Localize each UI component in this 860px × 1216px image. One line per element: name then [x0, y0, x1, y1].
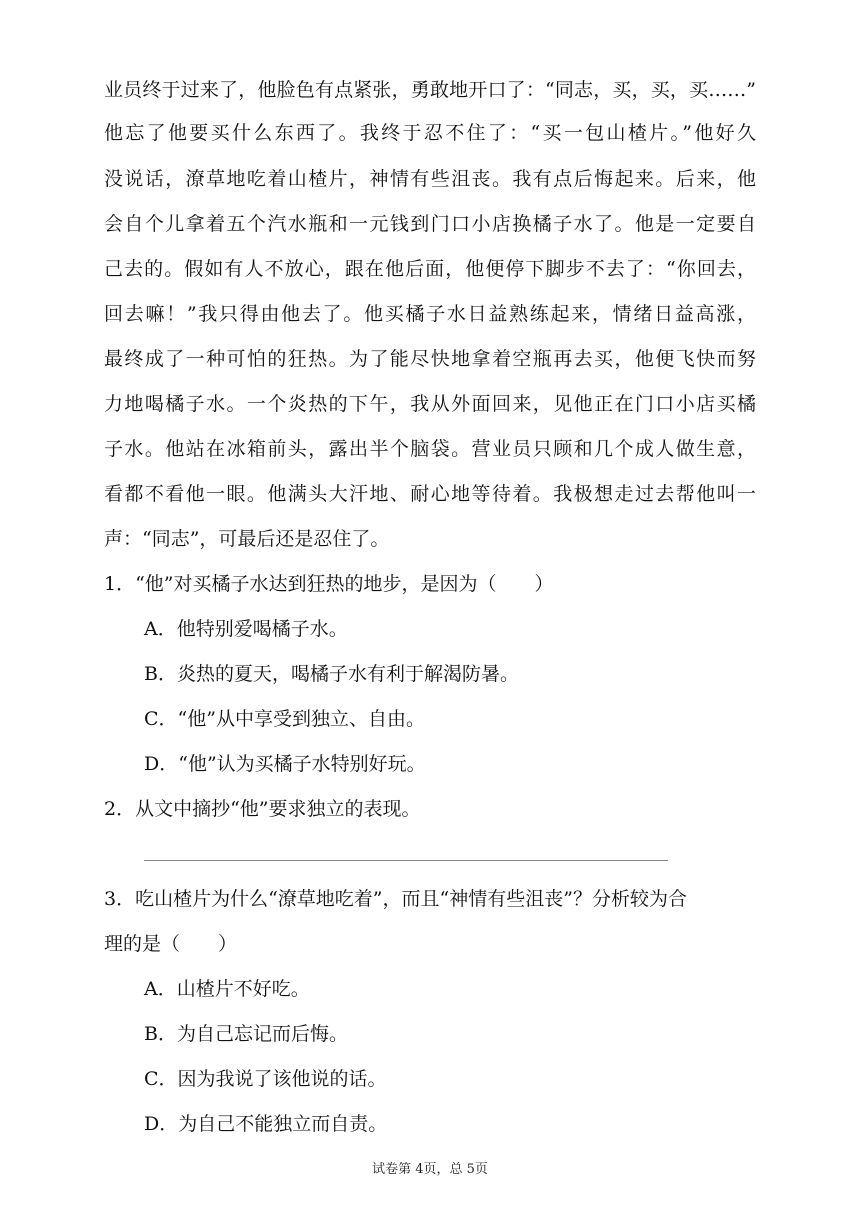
question-3-option-c: C．因为我说了该他说的话。 [144, 1068, 387, 1090]
question-1-stem: 1．“他”对买橘子水达到狂热的地步，是因为（ ） [104, 573, 554, 595]
passage-line: 会自个儿拿着五个汽水瓶和一元钱到门口小店换橘子水了。他是一定要自 [104, 213, 756, 235]
question-3-option-d: D．为自己不能独立而自责。 [144, 1113, 388, 1135]
passage-line: 声：“同志”，可最后还是忍住了。 [104, 528, 390, 550]
question-3-stem-continued: 理的是（ ） [104, 933, 238, 955]
passage-line: 看都不看他一眼。他满头大汗地、耐心地等待着。我极想走过去帮他叫一 [104, 483, 756, 505]
passage-line: 他忘了他要买什么东西了。我终于忍不住了：“买一包山楂片。”他好久 [104, 122, 756, 144]
passage-line: 子水。他站在冰箱前头，露出半个脑袋。营业员只顾和几个成人做生意， [104, 438, 756, 460]
passage-line: 没说话，潦草地吃着山楂片，神情有些沮丧。我有点后悔起来。后来，他 [104, 168, 756, 190]
question-1-option-d: D．“他”认为买橘子水特别好玩。 [144, 753, 426, 775]
passage-line: 力地喝橘子水。一个炎热的下午，我从外面回来，见他正在门口小店买橘 [104, 393, 756, 415]
page-footer: 试卷第 4页，总 5页 [372, 1162, 488, 1177]
question-3-option-b: B．为自己忘记而后悔。 [144, 1023, 348, 1045]
question-1-option-b: B．炎热的夏天，喝橘子水有利于解渴防暑。 [144, 663, 519, 685]
answer-blank-line[interactable] [144, 860, 668, 861]
passage-line: 己去的。假如有人不放心，跟在他后面，他便停下脚步不去了：“你回去， [104, 258, 756, 280]
question-2-stem: 2．从文中摘抄“他”要求独立的表现。 [104, 798, 421, 820]
question-1-option-c: C．“他”从中享受到独立、自由。 [144, 708, 425, 730]
question-3-option-a: A．山楂片不好吃。 [144, 978, 310, 1000]
passage-line: 回去嘛！”我只得由他去了。他买橘子水日益熟练起来，情绪日益高涨， [104, 303, 756, 325]
passage-line: 业员终于过来了，他脸色有点紧张，勇敢地开口了：“同志，买，买，买……” [104, 79, 756, 101]
passage-line: 最终成了一种可怕的狂热。为了能尽快地拿着空瓶再去买，他便飞快而努 [104, 348, 756, 370]
question-1-option-a: A．他特别爱喝橘子水。 [144, 618, 348, 640]
question-3-stem: 3．吃山楂片为什么“潦草地吃着”，而且“神情有些沮丧”？分析较为合 [104, 888, 687, 910]
